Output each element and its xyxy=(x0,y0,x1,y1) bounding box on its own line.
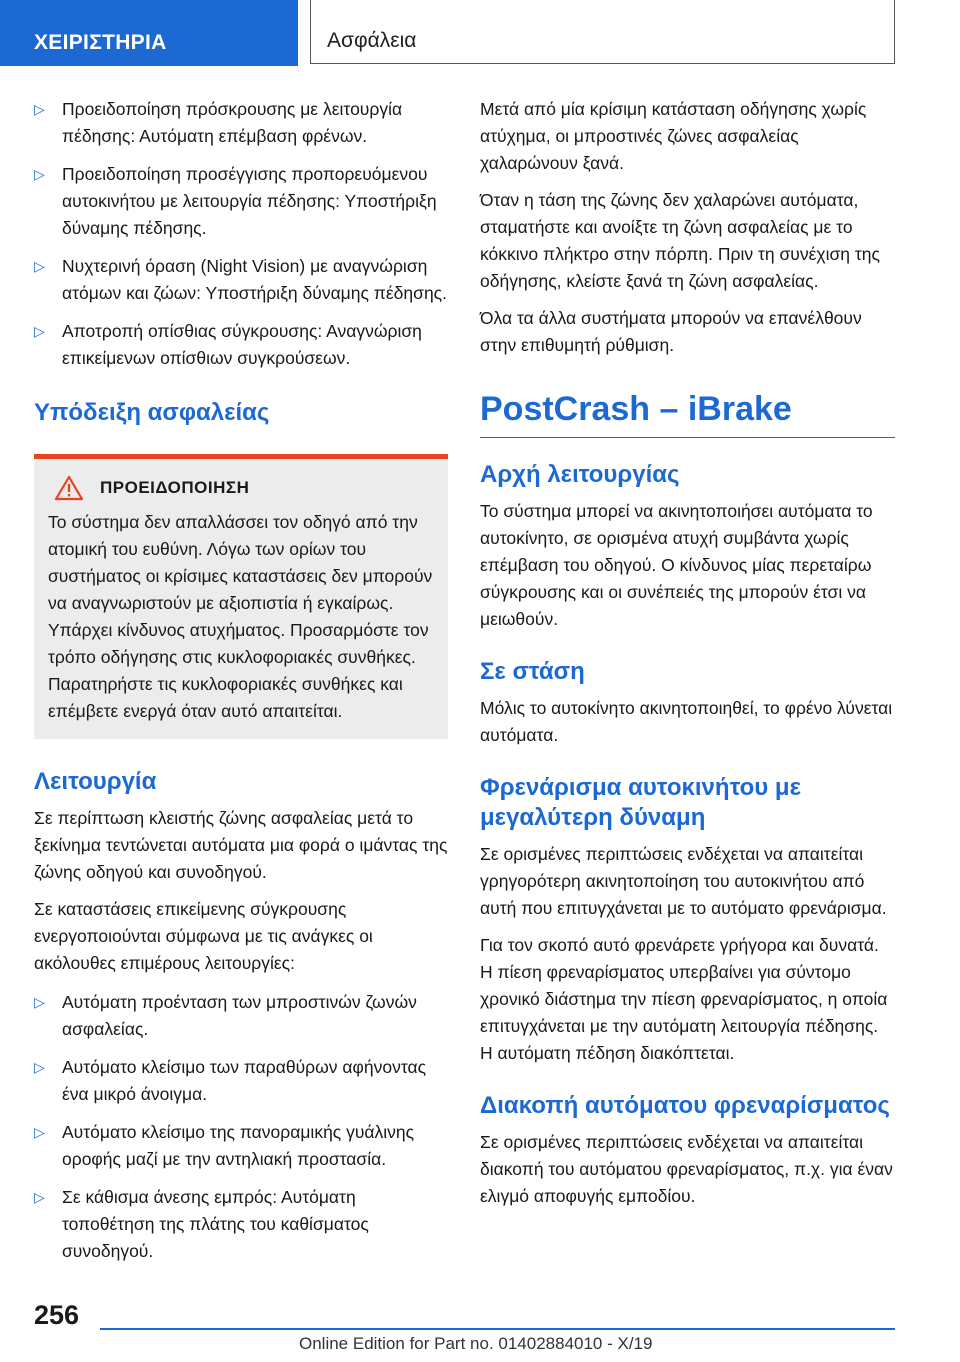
bullet-triangle-icon: ▷ xyxy=(34,1124,45,1140)
manual-section-tab[interactable]: ΧΕΙΡΙΣΤΗΡΙΑ xyxy=(0,0,298,66)
warning-box xyxy=(34,454,448,739)
interrupt-text: Σε ορισμένες περιπτώσεις ενδέχεται να απαιτείται διακοπή του αυτόματου φρεναρίσματος, π.χ. για έναν ελιγμό αποφυγής εμποδίου. xyxy=(480,1132,893,1206)
warning-title: ΠΡΟΕΙΔΟΠΟΙΗΣΗ xyxy=(100,478,250,497)
list-item: ▷ Αυτόματο κλείσιμο της πανοραμικής γυάλινης οροφής μαζί με την αντηλιακή προστασία. xyxy=(34,1119,448,1173)
function-heading: Λειτουργία xyxy=(34,768,157,795)
braking-paragraph-1: Σε ορισμένες περιπτώσεις ενδέχεται να απαιτείται γρηγορότερη ακινητοποίηση του αυτοκινήτου από αυτή που επιτυγχάνεται με το αυτόματο φρενάρισμα. xyxy=(480,844,887,918)
list-item: ▷ Αποτροπή οπίσθιας σύγκρουσης: Αναγνώριση επικείμενων οπίσθιων συγκρούσεων. xyxy=(34,318,448,372)
right-paragraph-2: Όταν η τάση της ζώνης δεν χαλαρώνει αυτόματα, σταματήστε και ανοίξτε τη ζώνη ασφαλείας με το κόκκινο πλήκτρο στην πόρπη. Πριν τη συνέχιση της οδήγησης, κλείστε ξανά τη ζώνη ασφαλείας. xyxy=(480,190,880,291)
bullet-triangle-icon: ▷ xyxy=(34,1059,45,1075)
list-item: ▷ Σε κάθισμα άνεσης εμπρός: Αυτόματη τοποθέτηση της πλάτης του καθίσματος συνοδηγού. xyxy=(34,1184,448,1265)
safety-heading: Υπόδειξη ασφαλείας xyxy=(34,399,270,426)
bullet-triangle-icon: ▷ xyxy=(34,1189,45,1205)
principle-text: Το σύστημα μπορεί να ακινητοποιήσει αυτόματα το αυτοκίνητο, σε ορισμένα ατυχή συμβάντα χωρίς επέμβαση του οδηγού. Ο κίνδυνος μίας περεταίρω σύγκρουσης και οι συνέπειές της μπορούν έτσι να μειωθούν. xyxy=(480,501,873,629)
edition-text: Online Edition for Part no. 01402884010 - X/19 xyxy=(299,1334,653,1353)
warning-header xyxy=(48,475,434,501)
list-item: ▷ Προειδοποίηση πρόσκρουσης με λειτουργία πέδησης: Αυτόματη επέμβαση φρένων. xyxy=(34,96,448,150)
list-item: ▷ Αυτόματη προένταση των μπροστινών ζωνών ασφαλείας. xyxy=(34,989,448,1043)
list-item: ▷ Νυχτερινή όραση (Night Vision) με αναγνώριση ατόμων και ζώων: Υποστήριξη δύναμης πέδησης. xyxy=(34,253,448,307)
list-item: ▷ Προειδοποίηση προσέγγισης προπορευόμενου αυτοκινήτου με λειτουργία πέδησης: Υποστήριξη δύναμης πέδησης. xyxy=(34,161,448,242)
left-column xyxy=(34,96,448,1281)
principle-heading: Αρχή λειτουργίας xyxy=(480,461,680,488)
warning-triangle-icon xyxy=(54,475,84,501)
postcrash-heading: PostCrash – iBrake xyxy=(480,389,895,438)
page-header xyxy=(0,0,960,66)
standstill-heading: Σε στάση xyxy=(480,658,585,685)
page-number: 256 xyxy=(34,1300,80,1330)
function-paragraph-1: Σε περίπτωση κλειστής ζώνης ασφαλείας μετά το ξεκίνημα τεντώνεται αυτόματα μια φορά ο ιμάντας της ζώνης οδηγού και συνοδηγού. xyxy=(34,808,448,882)
footer-divider xyxy=(100,1328,895,1330)
warning-text: Το σύστημα δεν απαλλάσσει τον οδηγό από την ατομική του ευθύνη. Λόγω των ορίων του συστήματος οι κρίσιμες καταστάσεις δεν μπορούν να αναγνωριστούν με αξιοπιστία ή εγκαίρως. Υπάρχει κίνδυνος ατυχήματος. Προσαρμόστε τον τρόπο οδήγησης στις κυκλοφοριακές συνθήκες. Παρατηρήστε τις κυκλοφοριακές συνθήκες και επέμβετε ενεργά όταν αυτό απαιτείται. xyxy=(48,512,433,721)
list-item: ▷ Αυτόματο κλείσιμο των παραθύρων αφήνοντας ένα μικρό άνοιγμα. xyxy=(34,1054,448,1108)
braking-paragraph-2: Για τον σκοπό αυτό φρενάρετε γρήγορα και δυνατά. Η πίεση φρεναρίσματος υπερβαίνει για σύντομο χρονικό διάστημα την πίεση φρεναρίσματος, η οποία επιτυγχάνεται με την αυτόματη λειτουργία πέδησης. Η αυτόματη πέδηση διακόπτεται. xyxy=(480,935,888,1063)
bullet-triangle-icon: ▷ xyxy=(34,994,45,1010)
interrupt-heading: Διακοπή αυτόματου φρεναρίσματος xyxy=(480,1092,890,1119)
braking-heading: Φρενάρισμα αυτοκινήτου με μεγαλύτερη δύναμη xyxy=(480,774,801,831)
bullet-triangle-icon: ▷ xyxy=(34,323,45,339)
right-paragraph-3: Όλα τα άλλα συστήματα μπορούν να επανέλθουν στην επιθυμητή ρύθμιση. xyxy=(480,308,862,355)
bullet-triangle-icon: ▷ xyxy=(34,166,45,182)
right-column xyxy=(480,96,895,1220)
function-paragraph-2: Σε καταστάσεις επικείμενης σύγκρουσης ενεργοποιούνται σύμφωνα με τις ανάγκες οι ακόλουθες επιμέρους λειτουργίες: xyxy=(34,899,373,973)
bullet-triangle-icon: ▷ xyxy=(34,101,45,117)
chapter-title: Ασφάλεια xyxy=(310,0,895,64)
bullet-triangle-icon: ▷ xyxy=(34,258,45,274)
right-paragraph-1: Μετά από μία κρίσιμη κατάσταση οδήγησης χωρίς ατύχημα, οι μπροστινές ζώνες ασφαλείας χαλαρώνουν ξανά. xyxy=(480,99,867,173)
function-list xyxy=(34,989,448,1265)
system-list xyxy=(34,96,448,372)
standstill-text: Μόλις το αυτοκίνητο ακινητοποιηθεί, το φρένο λύνεται αυτόματα. xyxy=(480,698,893,745)
